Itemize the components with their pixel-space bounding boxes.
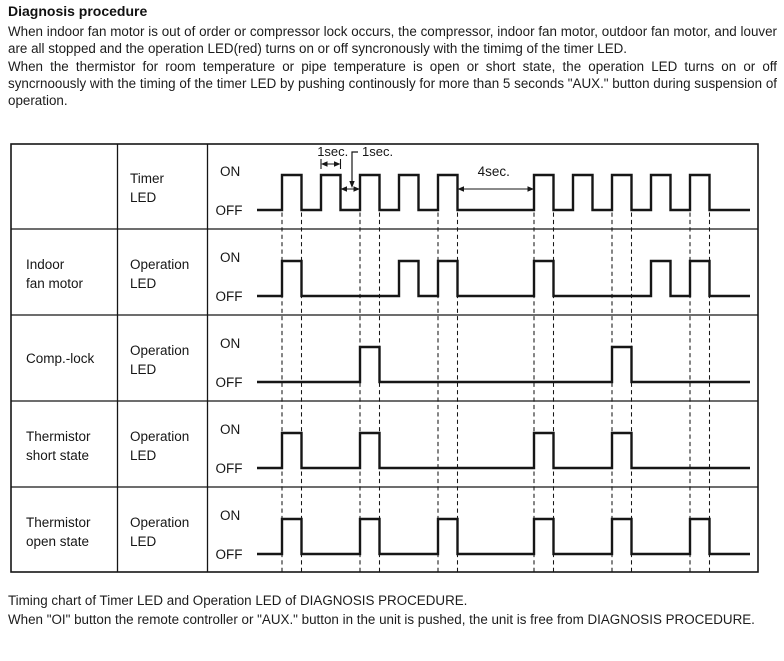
- annotation-1sec-on-arrow-left-arrowhead: [321, 161, 328, 166]
- caption-line-1: Timing chart of Timer LED and Operation LED of DIAGNOSIS PROCEDURE.: [8, 593, 468, 608]
- led-label-line-2: LED: [130, 448, 157, 463]
- condition-label-line-2: fan motor: [26, 276, 84, 291]
- off-level-label: OFF: [215, 375, 243, 390]
- off-level-label: OFF: [215, 203, 243, 218]
- operation-led-waveform: [257, 519, 750, 554]
- intro-paragraph-2: When the thermistor for room temperature or pipe temperature is open or short state, the operation LED turns on or off syncrnoously with the timing of the timer LED by pushing continously for more than 5 seconds "AUX." button during suspension of operation.: [8, 58, 777, 109]
- condition-label-line-2: open state: [26, 534, 90, 549]
- annotation-leader-line: [352, 152, 358, 182]
- intro-paragraph-1: When indoor fan motor is out of order or compressor lock occurs, the compressor, indoor fan motor, outdoor fan motor, and louver are all stopped and the operation LED(red) turns on or off syncronously with the timimg of the timer LED.: [8, 24, 777, 57]
- annotation-1sec-on: 1sec.: [317, 144, 349, 159]
- led-label-line-1: Operation: [130, 343, 190, 358]
- operation-led-waveform: [257, 261, 750, 296]
- condition-label-line-1: Thermistor: [26, 515, 91, 530]
- led-label-line-2: LED: [130, 190, 157, 205]
- condition-label-line-1: Thermistor: [26, 429, 91, 444]
- operation-led-waveform: [257, 347, 750, 382]
- on-level-label: ON: [220, 508, 241, 523]
- on-level-label: ON: [220, 250, 241, 265]
- condition-label-line-2: short state: [26, 448, 90, 463]
- table-outer-border: [11, 144, 758, 572]
- timer-led-waveform: [257, 175, 750, 210]
- caption-line-2: When "OI" button the remote controller or "AUX." button in the unit is pushed, the unit is free from DIAGNOSIS PROCEDURE.: [8, 612, 755, 627]
- led-label-line-1: Operation: [130, 429, 190, 444]
- led-label-line-1: Timer: [130, 171, 164, 186]
- off-level-label: OFF: [215, 461, 243, 476]
- condition-label-line-1: Comp.-lock: [26, 351, 95, 366]
- caption-section: [8, 591, 777, 629]
- on-level-label: ON: [220, 336, 241, 351]
- led-label-line-2: LED: [130, 276, 157, 291]
- header-section: [8, 3, 777, 109]
- led-label-line-2: LED: [130, 534, 157, 549]
- condition-label-line-1: Indoor: [26, 257, 65, 272]
- annotation-4sec: 4sec.: [477, 164, 510, 179]
- annotation-1sec-off: 1sec.: [362, 144, 394, 159]
- led-label-line-2: LED: [130, 362, 157, 377]
- annotation-1sec-on-arrow-right-arrowhead: [334, 161, 341, 166]
- on-level-label: ON: [220, 422, 241, 437]
- on-level-label: ON: [220, 164, 241, 179]
- timing-chart: [10, 143, 759, 573]
- page-title: Diagnosis procedure: [8, 3, 148, 19]
- led-label-line-1: Operation: [130, 515, 190, 530]
- operation-led-waveform: [257, 433, 750, 468]
- off-level-label: OFF: [215, 547, 243, 562]
- off-level-label: OFF: [215, 289, 243, 304]
- led-label-line-1: Operation: [130, 257, 190, 272]
